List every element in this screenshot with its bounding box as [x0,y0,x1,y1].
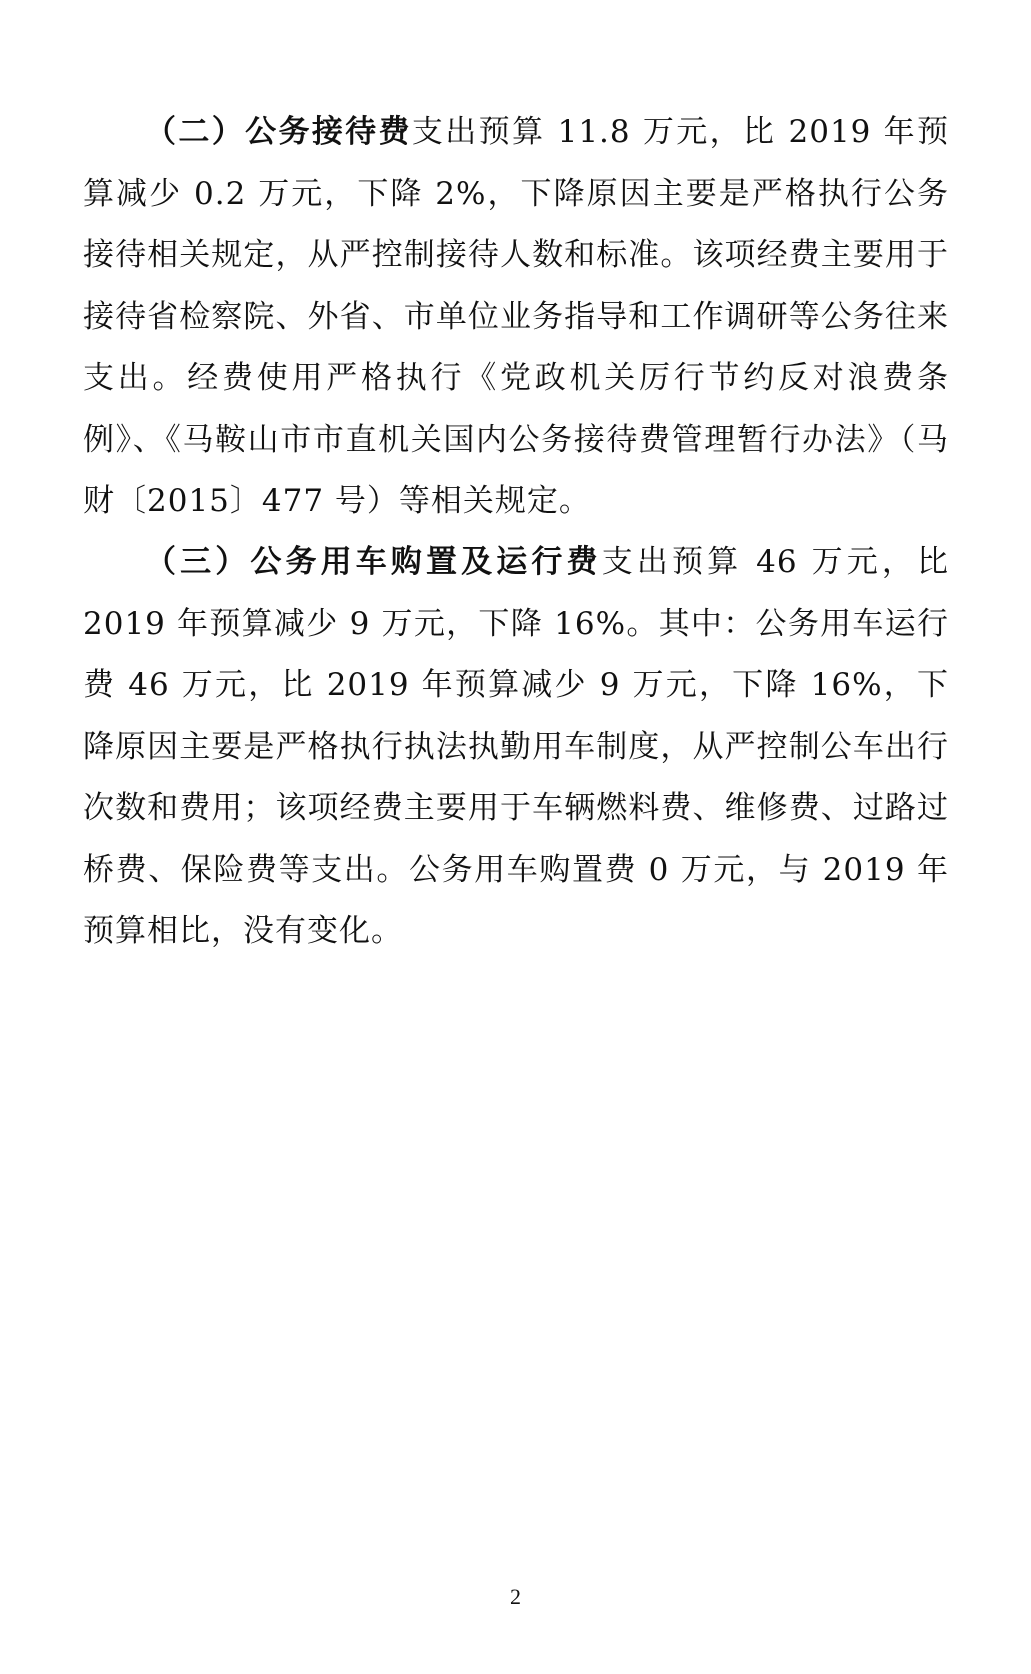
page-number: 2 [510,1584,521,1609]
section-heading-vehicle: （三）公务用车购置及运行费 [145,544,602,580]
paragraph-body-reception: 支出预算 11.8 万元，比 2019 年预算减少 0.2 万元，下降 2%，下降原因主要是严格执行公务接待相关规定，从严控制接待人数和标准。该项经费主要用于接待省检察院、外省、市单位业务指导和工作调研等公务往来支出。经费使用严格执行《党政机关厉行节约反对浪费条例》、《马鞍山市市直机关国内公务接待费管理暂行办法》（马财〔2015〕477 号）等相关规定。 [83,114,949,519]
section-heading-reception: （二）公务接待费 [145,114,412,150]
paragraph-reception-expenses [83,102,949,533]
paragraph-vehicle-expenses [83,532,949,963]
paragraph-body-vehicle: 支出预算 46 万元，比 2019 年预算减少 9 万元，下降 16%。其中：公务用车运行费 46 万元，比 2019 年预算减少 9 万元，下降 16%，下降原因主要是严格执行执法执勤用车制度，从严控制公车出行次数和费用；该项经费主要用于车辆燃料费、维修费、过路过桥费、保险费等支出。公务用车购置费 0 万元，与 2019 年预算相比，没有变化。 [83,544,950,949]
